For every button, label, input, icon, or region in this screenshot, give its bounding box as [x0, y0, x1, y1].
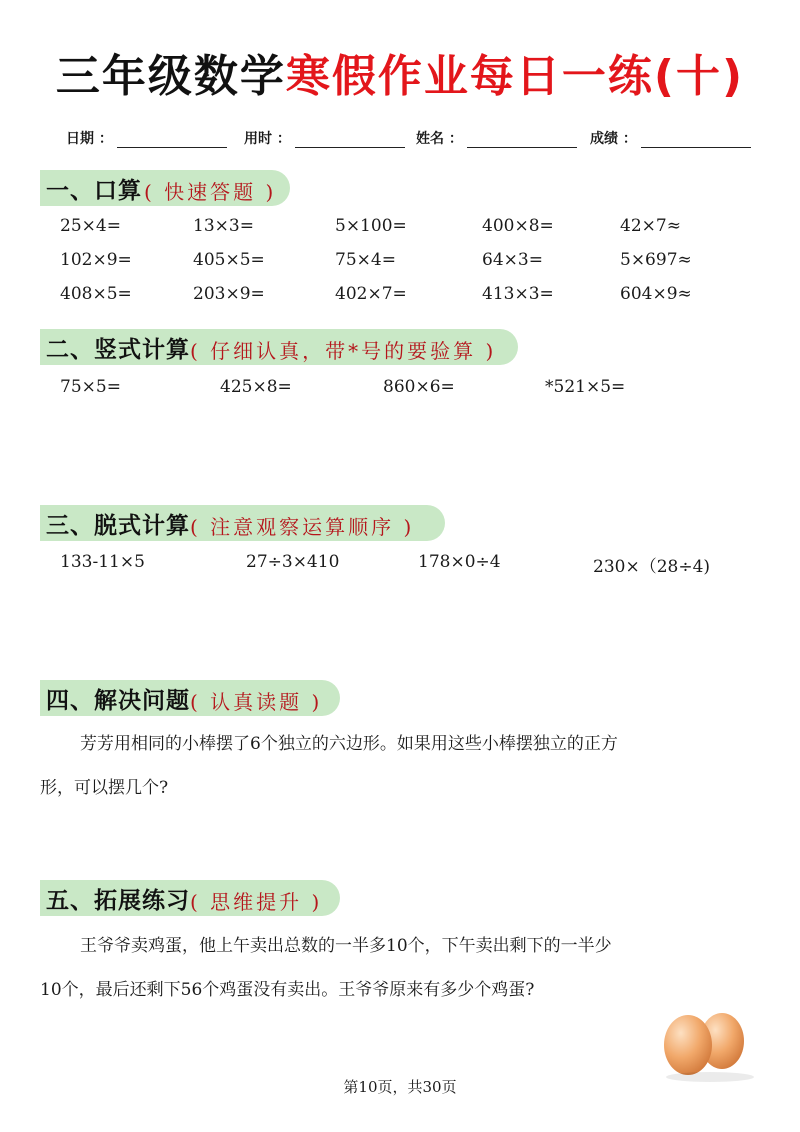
- problem-line-1: 芳芳用相同的小棒摆了6个独立的六边形。如果用这些小棒摆独立的正方: [80, 734, 618, 754]
- time-blank[interactable]: [295, 133, 405, 148]
- oral-calc-item: 102×9=: [60, 250, 132, 270]
- name-field[interactable]: [416, 128, 577, 148]
- oral-calc-item: 203×9=: [193, 284, 265, 304]
- oral-calc-item: 5×697≈: [620, 250, 692, 270]
- problem-line: [40, 722, 760, 766]
- oral-calc-item: 13×3=: [193, 216, 254, 236]
- page-footer: 第10页，共30页: [343, 1078, 457, 1096]
- section-1-note: ( 快速答题 ): [144, 180, 277, 204]
- score-blank[interactable]: [641, 133, 751, 148]
- section-2-note: ( 仔细认真，带*号的要验算 ): [190, 339, 497, 363]
- problem-line-2: 形，可以摆几个?: [40, 778, 169, 798]
- vertical-calc-item: 75×5=: [60, 377, 121, 397]
- name-blank[interactable]: [467, 133, 577, 148]
- title-part-1: 三年级数学: [55, 51, 286, 102]
- title-part-2: 寒假作业每日一练(十): [285, 51, 745, 102]
- time-label: 用时 ：: [244, 131, 291, 147]
- section-2-title: 二、竖式计算: [46, 337, 190, 363]
- oral-calc-item: 5×100=: [335, 216, 407, 236]
- section-3-note: ( 注意观察运算顺序 ): [190, 515, 415, 539]
- extension-line: [40, 924, 760, 968]
- extension-text: [40, 924, 760, 1012]
- oral-calc-item: 408×5=: [60, 284, 132, 304]
- problem-line: [40, 766, 760, 810]
- section-2-header: [40, 329, 518, 365]
- oral-calc-item: 75×4=: [335, 250, 396, 270]
- eggs-image: [650, 1005, 760, 1085]
- section-4-header: [40, 680, 340, 716]
- section-4-title: 四、解决问题: [46, 688, 190, 714]
- date-label: 日期 ：: [66, 131, 113, 147]
- extension-line-2: 10个，最后还剩下56个鸡蛋没有卖出。王爷爷原来有多少个鸡蛋?: [40, 980, 535, 1000]
- oral-calc-item: 64×3=: [482, 250, 543, 270]
- problem-text: [40, 722, 760, 810]
- section-3-header: [40, 505, 445, 541]
- oral-calc-item: 405×5=: [193, 250, 265, 270]
- score-label: 成绩 ：: [590, 131, 637, 147]
- step-calc-item: 133-11×5: [60, 552, 145, 572]
- extension-line-1: 王爷爷卖鸡蛋，他上午卖出总数的一半多10个，下午卖出剩下的一半少: [80, 936, 612, 956]
- section-5-title: 五、拓展练习: [46, 888, 190, 914]
- section-1-title: 一、口算: [46, 178, 142, 204]
- section-5-header: [40, 880, 340, 916]
- date-blank[interactable]: [117, 133, 227, 148]
- oral-calc-item: 42×7≈: [620, 216, 681, 236]
- vertical-calc-item: 860×6=: [383, 377, 455, 397]
- oral-calc-item: 400×8=: [482, 216, 554, 236]
- oral-calc-item: 413×3=: [482, 284, 554, 304]
- step-calc-item: 230×（28÷4): [593, 557, 711, 577]
- step-calc-item: 178×0÷4: [418, 552, 501, 572]
- vertical-calc-item: *521×5=: [545, 377, 626, 397]
- step-calc-item: 27÷3×410: [246, 552, 340, 572]
- egg-front: [664, 1015, 712, 1075]
- section-4-note: ( 认真读题 ): [190, 690, 323, 714]
- score-field[interactable]: [590, 128, 751, 148]
- date-field[interactable]: [66, 128, 227, 148]
- oral-calc-item: 402×7=: [335, 284, 407, 304]
- oral-calc-item: 25×4=: [60, 216, 121, 236]
- oral-calc-item: 604×9≈: [620, 284, 692, 304]
- section-3-title: 三、脱式计算: [46, 513, 190, 539]
- name-label: 姓名 ：: [416, 131, 463, 147]
- page-title: [0, 40, 800, 104]
- vertical-calc-item: 425×8=: [220, 377, 292, 397]
- section-1-header: [40, 170, 290, 206]
- time-field[interactable]: [244, 128, 405, 148]
- section-5-note: ( 思维提升 ): [190, 890, 323, 914]
